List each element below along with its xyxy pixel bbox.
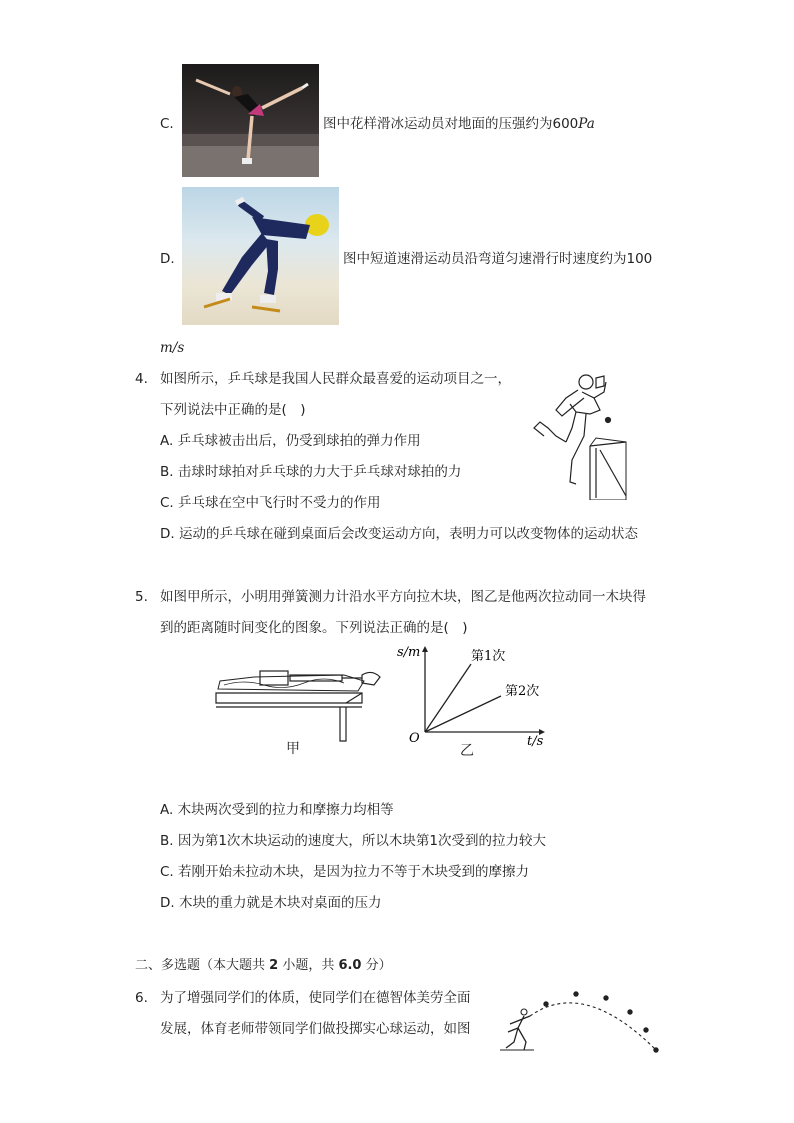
question-4-stem-line2: 下列说法中正确的是( ) [160, 402, 306, 418]
question-4-stem-line1: 如图所示，乒乓球是我国人民群众最喜爱的运动项目之一， [160, 371, 511, 387]
question-4-number: 4. [135, 371, 148, 387]
question-6-line2: 发展，体育老师带领同学们做投掷实心球运动，如图 [160, 1021, 471, 1037]
speed-skater-photo [182, 187, 339, 325]
line-1st-label: 第1次 [471, 649, 506, 664]
question-5-option-c: C. 若刚开始未拉动木块，是因为拉力不等于木块受到的摩擦力 [160, 864, 530, 880]
question-4-option-d: D. 运动的乒乓球在碰到桌面后会改变运动方向，表明力可以改变物体的运动状态 [160, 526, 638, 542]
figure-jia-label: 甲 [286, 741, 300, 757]
section-2-heading: 二、多选题（本大题共 2 小题，共 6.0 分） [135, 958, 392, 973]
figure-yi-label: 乙 [460, 743, 474, 759]
x-axis-label: t/s [527, 734, 544, 749]
origin-label: O [409, 731, 420, 746]
figure-yi-graph [395, 640, 555, 755]
question-5-option-a: A. 木块两次受到的拉力和摩擦力均相等 [160, 802, 394, 818]
question-5-number: 5. [135, 589, 148, 605]
speed-unit: m/s [160, 340, 185, 356]
option-d-letter: D. [160, 251, 175, 267]
question-5-option-d: D. 木块的重力就是木块对桌面的压力 [160, 895, 382, 911]
trajectory-path [530, 1003, 656, 1050]
line-2nd-label: 第2次 [505, 684, 540, 699]
question-4-option-b: B. 击球时球拍对乒乓球的力大于乒乓球对球拍的力 [160, 464, 462, 480]
option-c-text: 图中花样滑冰运动员对地面的压强约为600Pa [323, 116, 595, 132]
question-5-option-b: B. 因为第1次木块运动的速度大，所以木块第1次受到的拉力较大 [160, 833, 547, 849]
shot-put-trajectory-figure [494, 988, 664, 1058]
figure-skater-photo [182, 64, 319, 177]
question-6-line1: 为了增强同学们的体质，使同学们在德智体美劳全面 [160, 990, 471, 1006]
pressure-unit: Pa [578, 116, 595, 132]
question-5-stem-line1: 如图甲所示，小明用弹簧测力计沿水平方向拉木块，图乙是他两次拉动同一木块得 [160, 589, 646, 605]
question-4-option-a: A. 乒乓球被击出后，仍受到球拍的弹力作用 [160, 433, 421, 449]
figure-jia-table [214, 655, 384, 745]
option-c-letter: C. [160, 116, 174, 132]
question-5-stem-line2: 到的距离随时间变化的图象。下列说法正确的是( ) [160, 620, 468, 636]
y-axis-arrow [422, 646, 428, 652]
question-4-option-c: C. 乒乓球在空中飞行时不受力的作用 [160, 495, 381, 511]
option-d-text: 图中短道速滑运动员沿弯道匀速滑行时速度约为100 [343, 251, 653, 267]
table-tennis-figure [526, 370, 660, 500]
y-axis-label: s/m [397, 645, 421, 660]
question-6-number: 6. [135, 990, 148, 1006]
